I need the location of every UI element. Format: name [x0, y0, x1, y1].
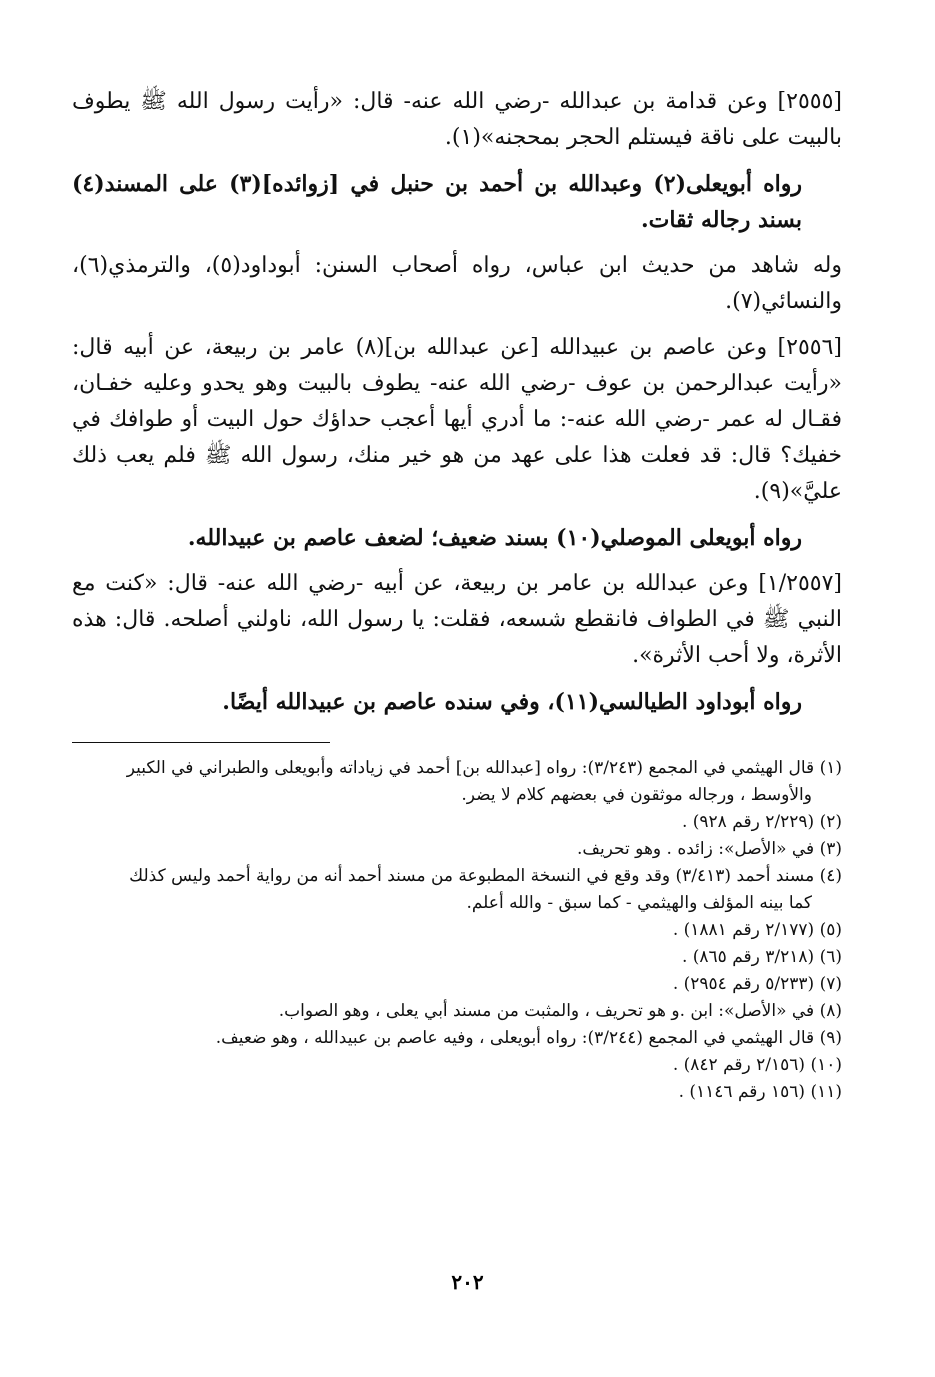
footnote-6: (٦) (٣/٢١٨ رقم ٨٦٥) .	[681, 947, 842, 967]
footnote-8: (٨) في «الأصل»: ابن .و هو تحريف ، والمثبت من مسند أبي يعلى ، وهو الصواب.	[278, 1001, 842, 1021]
takhrij-2556: رواه أبويعلى الموصلي(١٠) بسند ضعيف؛ لضعف عاصم بن عبيدالله.	[187, 525, 802, 551]
shahid-note: وله شاهد من حديث ابن عباس، رواه أصحاب السنن: أبوداود(٥)، والترمذي(٦)، والنسائي(٧).	[72, 253, 842, 314]
footnote-9: (٩) قال الهيثمي في المجمع (٣/٢٤٤): رواه أبويعلى ، وفيه عاصم بن عبيدالله ، وهو ضعيف.	[215, 1028, 842, 1048]
hadith-2555: [٢٥٥٥] وعن قدامة بن عبدالله -رضي الله عنه- قال: «رأيت رسول الله ﷺ يطوف بالبيت على ناقة فيستلم الحجر بمحجنه»(١).	[72, 89, 842, 150]
footnote-2: (٢) (٢/٢٢٩ رقم ٩٢٨) .	[681, 812, 842, 832]
footnote-5: (٥) (٢/١٧٧ رقم ١٨٨١) .	[672, 920, 842, 940]
hadith-2557: [١/٢٥٥٧] وعن عبدالله بن عامر بن ربيعة، عن أبيه -رضي الله عنه- قال: «كنت مع النبي ﷺ في الطواف فانقطع شسعه، فقلت: يا رسول الله، ناولني أصلحه. قال: هذه الأثرة، ولا أحب الأثرة».	[72, 571, 842, 668]
hadith-2556: [٢٥٥٦] وعن عاصم بن عبيدالله [عن عبدالله بن](٨) عامر بن ربيعة، عن أبيه قال: «رأيت عبدالرحمن بن عوف -رضي الله عنه- يطوف بالبيت وهو يحدو وعليه خفـان، فقـال له عمر -رضي الله عنه-: ما أدري أيها أعجب حداؤك حول البيت أو طوافك في خفيك؟ قال: قد فعلت هذا على عهد من هو خير منك، رسول الله ﷺ فلم يعب ذلك عليَّ»(٩).	[72, 335, 842, 504]
page-body	[72, 84, 842, 1106]
page-number: ٢٠٢	[451, 1270, 484, 1294]
footnote-10: (١٠) (٢/١٥٦ رقم ٨٤٢) .	[672, 1055, 842, 1075]
main-text	[72, 84, 842, 720]
footnote-11: (١١) (١٥٦ رقم ١١٤٦) .	[678, 1082, 842, 1102]
footnote-3: (٣) في «الأصل»: زائده . وهو تحريف.	[576, 839, 842, 859]
footnote-7: (٧) (٥/٢٣٣ رقم ٢٩٥٤) .	[672, 974, 842, 994]
takhrij-2557: رواه أبوداود الطيالسي(١١)، وفي سنده عاصم بن عبيدالله أيضًا.	[222, 689, 802, 715]
footnotes	[72, 755, 842, 1106]
takhrij-2555: رواه أبويعلى(٢) وعبدالله بن أحمد بن حنبل في [زوائده](٣) على المسند(٤) بسند رجاله ثقات.	[72, 171, 803, 233]
footnote-divider	[72, 742, 330, 743]
footnote-4: (٤) مسند أحمد (٣/٤١٣) وقد وقع في النسخة المطبوعة من مسند أحمد أنه من رواية أحمد وليس كذلك كما بينه المؤلف والهيثمي - كما سبق - والله أعلم.	[129, 866, 842, 913]
footnote-1: (١) قال الهيثمي في المجمع (٣/٢٤٣): رواه [عبدالله بن] أحمد في زياداته وأبويعلى والطبراني في الكبير والأوسط ، ورجاله موثقون في بعضهم كلام لا يضر.	[126, 758, 842, 805]
